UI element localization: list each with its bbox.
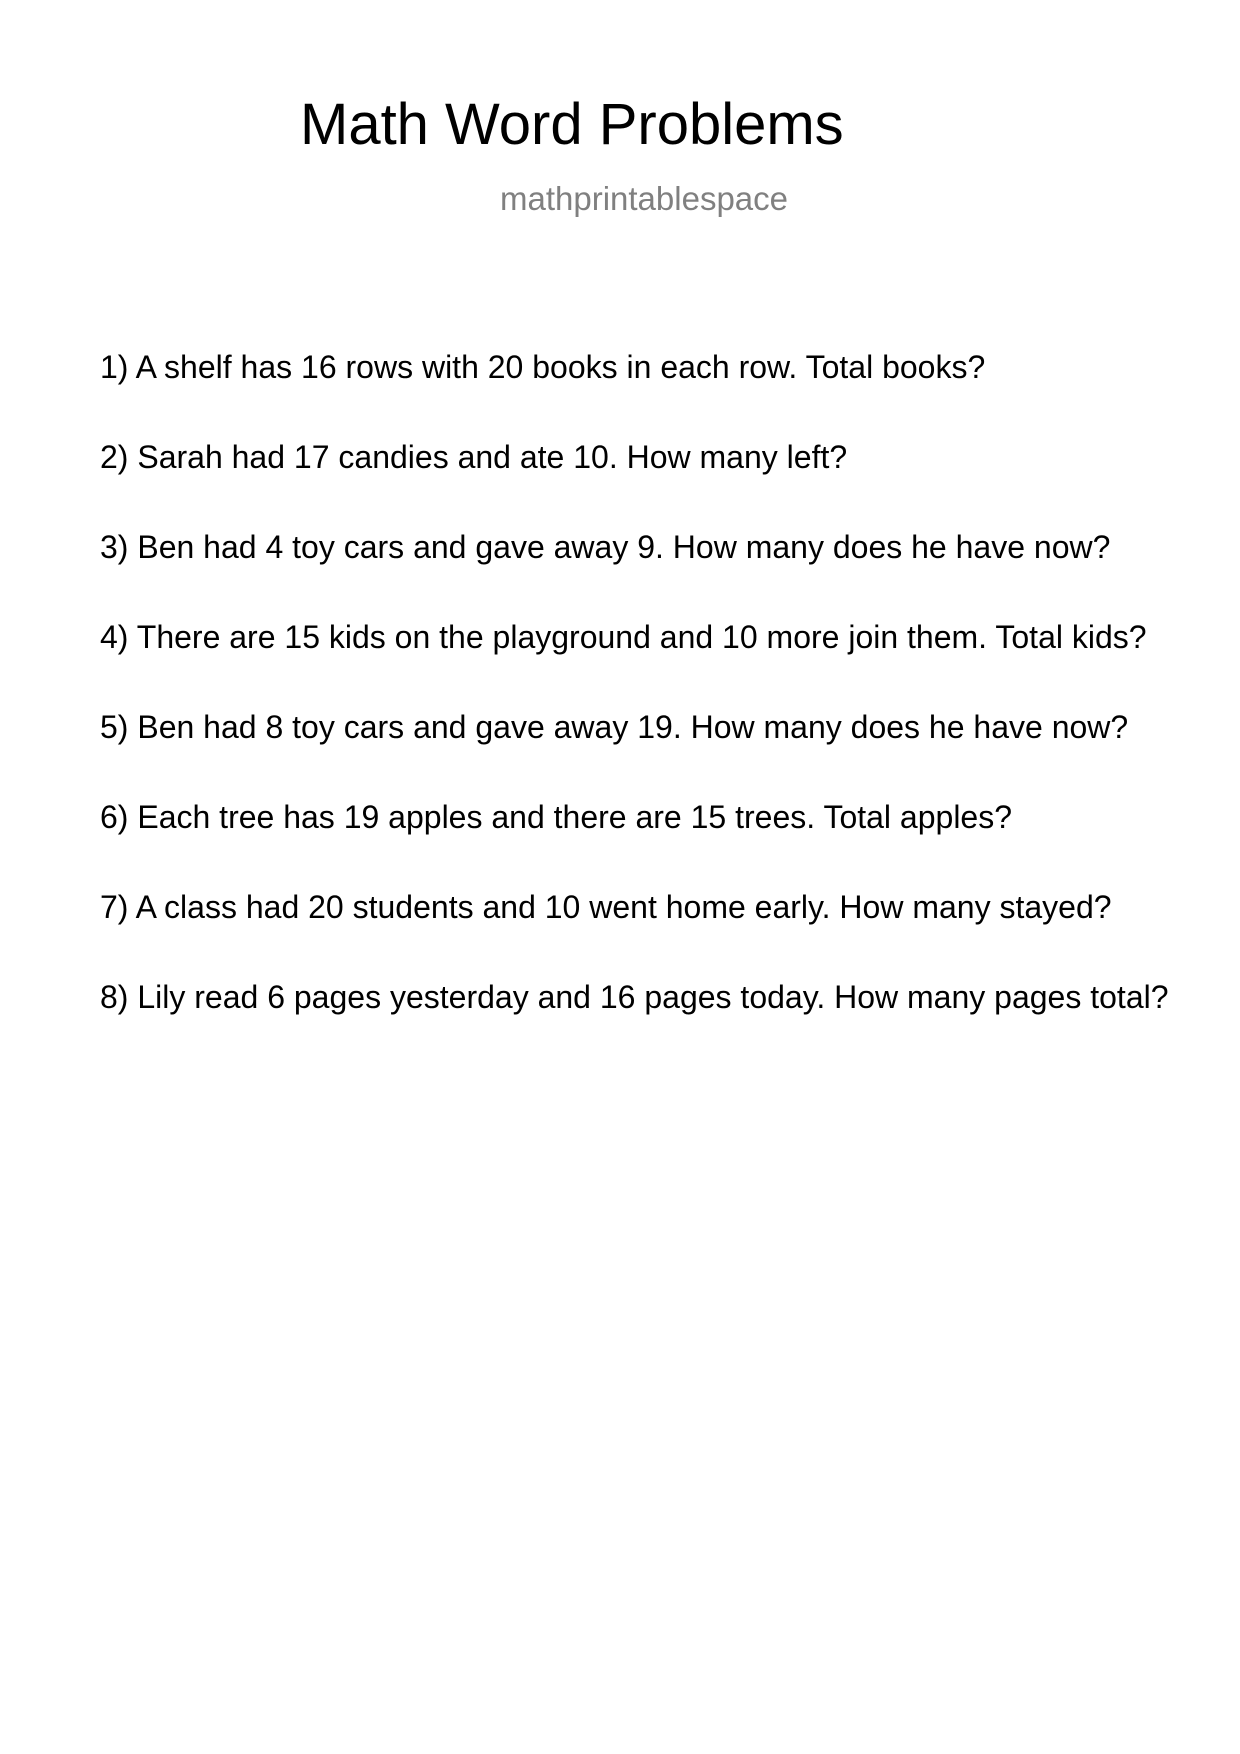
- page-subtitle: mathprintablespace: [500, 180, 789, 217]
- page-title: Math Word Problems: [300, 92, 844, 157]
- problem-list: [100, 349, 1240, 1069]
- problem-item: 1) A shelf has 16 rows with 20 books in each row. Total books?: [100, 349, 986, 385]
- problem-item: 5) Ben had 8 toy cars and gave away 19. How many does he have now?: [100, 709, 1129, 745]
- problem-item: 7) A class had 20 students and 10 went home early. How many stayed?: [100, 889, 1112, 925]
- problem-item: 3) Ben had 4 toy cars and gave away 9. How many does he have now?: [100, 529, 1111, 565]
- problem-item: 8) Lily read 6 pages yesterday and 16 pages today. How many pages total?: [100, 979, 1169, 1015]
- problem-item: 6) Each tree has 19 apples and there are 15 trees. Total apples?: [100, 799, 1013, 835]
- problem-item: 4) There are 15 kids on the playground and 10 more join them. Total kids?: [100, 619, 1147, 655]
- problem-item: 2) Sarah had 17 candies and ate 10. How many left?: [100, 439, 848, 475]
